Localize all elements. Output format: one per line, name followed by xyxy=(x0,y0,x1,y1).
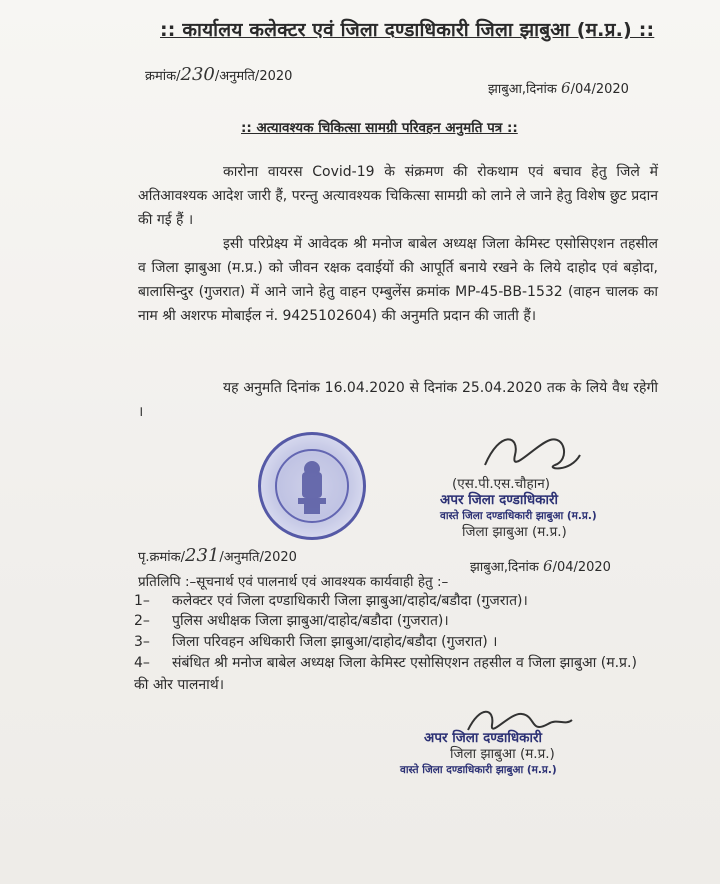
endorsement-date xyxy=(470,557,611,575)
endorsement-reference xyxy=(138,545,297,566)
date-rest: /04/2020 xyxy=(570,82,629,97)
copy-list-item xyxy=(134,652,654,696)
signatory-name: (एस.पी.एस.चौहान) xyxy=(452,476,550,492)
ref-suffix: /अनुमति/2020 xyxy=(214,69,293,84)
item-number: 4– xyxy=(134,655,150,671)
copy-list-item xyxy=(134,632,497,651)
item-number: 1– xyxy=(134,593,150,609)
item-text: कलेक्टर एवं जिला दण्डाधिकारी जिला झाबुआ/दाहोद/बडौदा (गुजरात)। xyxy=(172,593,528,609)
endorsement-date-rest: /04/2020 xyxy=(552,560,611,575)
copy-list-item xyxy=(134,591,528,610)
ref-prefix: क्रमांक/ xyxy=(145,69,181,84)
signature-block-1 xyxy=(440,476,597,540)
endorsement-ref-suffix: /अनुमति/2020 xyxy=(219,550,297,565)
endorsement-ref-prefix: पृ.क्रमांक/ xyxy=(138,550,186,565)
item-text: संबंधित श्री मनोज बाबेल अध्यक्ष जिला केमिस्ट एसोसिएशन तहसील व जिला झाबुआ (म.प्र.) की ओर पालनार्थ। xyxy=(134,655,637,693)
signature-block-2 xyxy=(400,730,557,778)
stamp-line-2: वास्ते जिला दण्डाधिकारी झाबुआ (म.प्र.) xyxy=(400,764,557,776)
date-day-handwritten: 6 xyxy=(561,79,571,97)
item-text: जिला परिवहन अधिकारी जिला झाबुआ/दाहोद/बडौदा (गुजरात) । xyxy=(172,634,498,650)
item-number: 2– xyxy=(134,613,150,629)
official-seal xyxy=(258,432,366,540)
emblem-icon xyxy=(258,432,366,540)
letter-subject: :: अत्यावश्यक चिकित्सा सामग्री परिवहन अनुमति पत्र :: xyxy=(241,120,518,136)
endorsement-date-day: 6 xyxy=(543,557,553,575)
endorsement-ref-number: 231 xyxy=(185,545,220,566)
paragraph-3: यह अनुमति दिनांक 16.04.2020 से दिनांक 25.04.2020 तक के लिये वैध रहेगी । xyxy=(138,380,658,420)
office-title: :: कार्यालय कलेक्टर एवं जिला दण्डाधिकारी जिला झाबुआ (म.प्र.) :: xyxy=(160,19,655,41)
signatory-2-place: जिला झाबुआ (म.प्र.) xyxy=(450,746,555,762)
paragraph-1: कारोना वायरस Covid-19 के संक्रमण की रोकथाम एवं बचाव हेतु जिले में अतिआवश्यक आदेश जारी हैं, परन्तु अत्यावश्यक चिकित्सा सामग्री को लाने ले जाने हेतु विशेष छुट प्रदान की गई हैं । xyxy=(138,164,658,228)
signatory-place: जिला झाबुआ (म.प्र.) xyxy=(462,524,567,540)
issue-date xyxy=(488,79,629,97)
stamp-line-1: वास्ते जिला दण्डाधिकारी झाबुआ (म.प्र.) xyxy=(440,510,597,522)
item-text: पुलिस अधीक्षक जिला झाबुआ/दाहोद/बडौदा (गुजरात)। xyxy=(172,613,449,629)
signatory-2-designation: अपर जिला दण्डाधिकारी xyxy=(424,730,543,746)
copy-to-line: प्रतिलिपि :–सूचनार्थ एवं पालनार्थ एवं आवश्यक कार्यवाही हेतु :– xyxy=(138,574,449,590)
signatory-designation: अपर जिला दण्डाधिकारी xyxy=(440,492,559,508)
place-date-label: झाबुआ,दिनांक xyxy=(488,82,557,97)
ref-number-handwritten: 230 xyxy=(180,64,215,85)
endorsement-place-date-label: झाबुआ,दिनांक xyxy=(470,560,539,575)
copy-list-item xyxy=(134,611,449,630)
item-number: 3– xyxy=(134,634,150,650)
paragraph-2: इसी परिप्रेक्ष्य में आवेदक श्री मनोज बाबेल अध्यक्ष जिला केमिस्ट एसोसिएशन तहसील व जिला झाबुआ (म.प्र.) को जीवन रक्षक दवाईयों की आपूर्ति बनाये रखने के लिये दाहोद एवं बड़ोदा, बालासिन्दुर (गुजरात) में आने जाने हेतु वाहन एम्बुलेंस क्रमांक MP-45-BB-1532 (वाहन चालक का नाम श्री अशरफ मोबाईल नं. 9425102604) की अनुमति प्रदान की जाती हैं। xyxy=(138,236,658,324)
reference-number xyxy=(145,64,292,85)
